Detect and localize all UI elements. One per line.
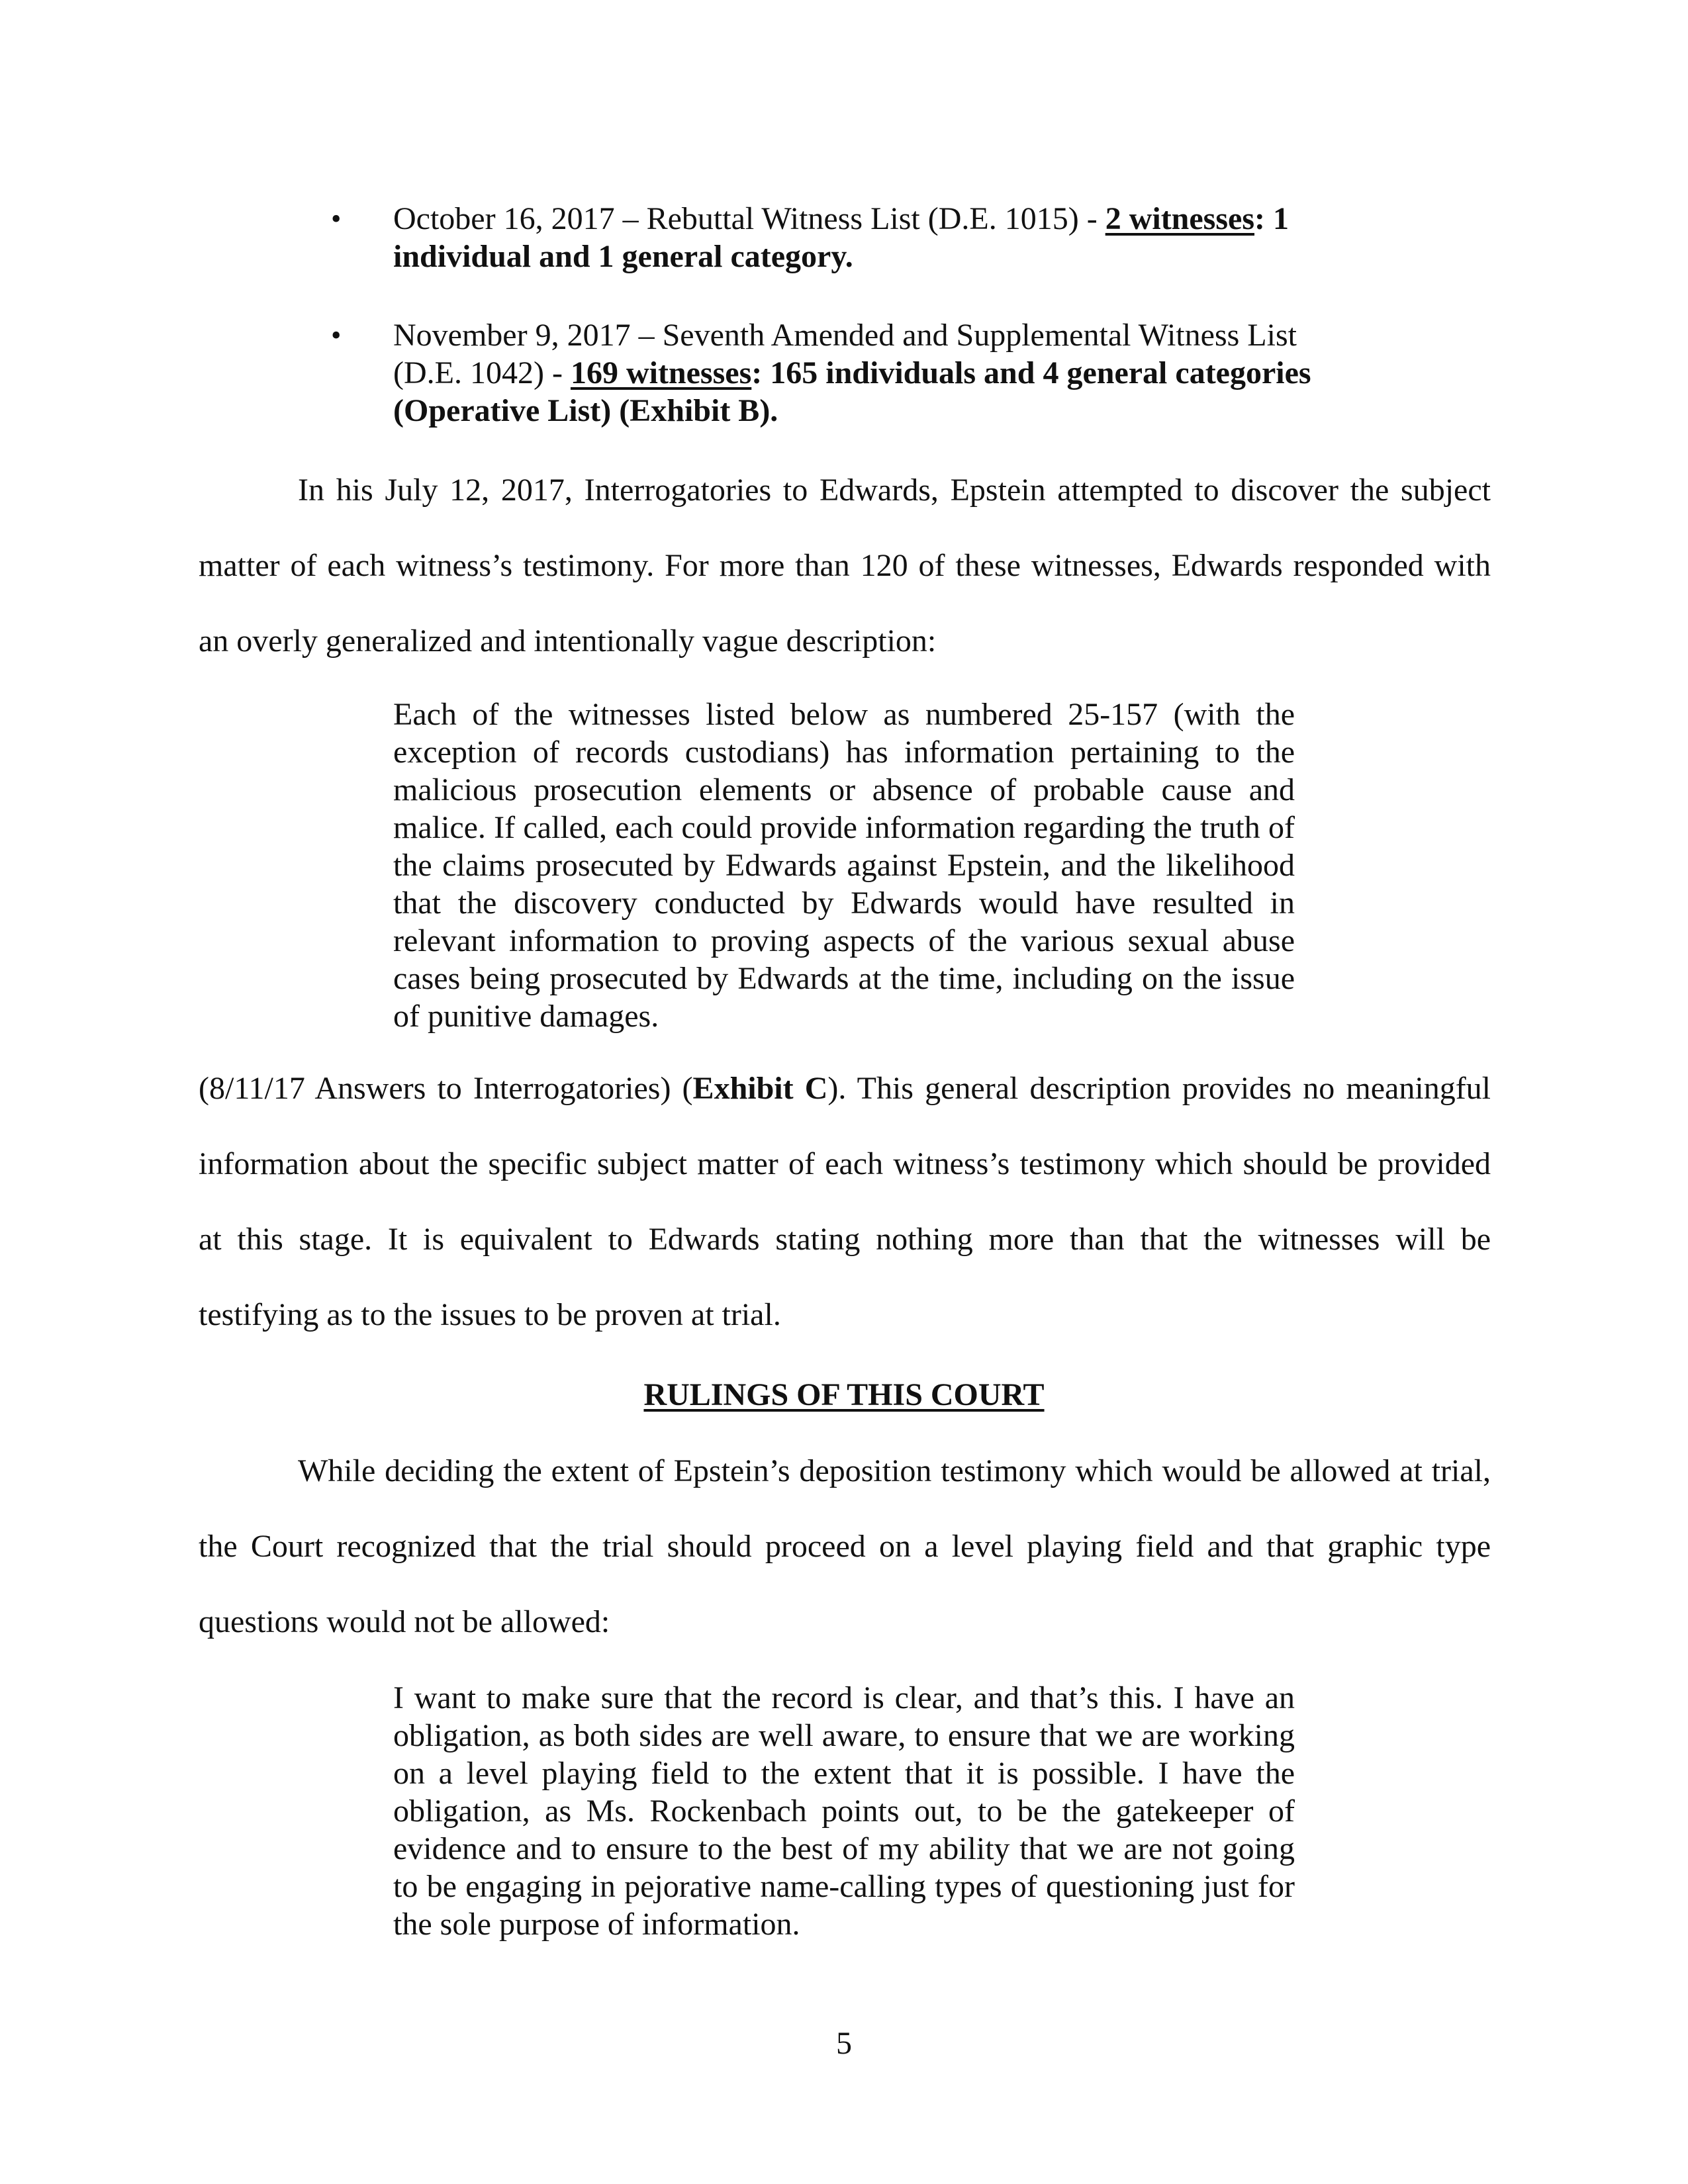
page-number: 5 [836, 2026, 852, 2061]
bullet-item-rebuttal-list [393, 200, 1346, 275]
colon: : [751, 355, 763, 390]
paragraph-answers [199, 1051, 1491, 1353]
bullet-text: October 16, 2017 – Rebuttal Witness List (D.E. 1015) - [393, 201, 1105, 236]
witness-detail: 165 individuals and 4 general categories (Operative List) (Exhibit B). [393, 355, 1311, 428]
bullet-item-seventh-amended-list [393, 316, 1346, 430]
bullet-marker: • [331, 319, 342, 351]
paragraph-court-rulings: While deciding the extent of Epstein’s deposition testimony which would be allowed at trial, the Court recognized that the trial should proceed on a level playing field and that graphic type questions would not be allowed: [199, 1453, 1491, 1639]
paragraph-interrogatories: In his July 12, 2017, Interrogatories to Edwards, Epstein attempted to discover the subject matter of each witness’s testimony. For more than 120 of these witnesses, Edwards responded with an overly generalized and intentionally vague description: [199, 473, 1491, 659]
witness-count: 169 witnesses [570, 355, 752, 390]
answers-rest: ). This general description provides no meaningful information about the specific subject matter of each witness’s testimony which should be provided at this stage. It is equivalent to Edwards stating nothing more than that the witnesses will be testifying as to the issues to be proven at trial. [199, 1071, 1491, 1332]
witness-detail: 1 individual and 1 general category. [393, 201, 1289, 274]
exhibit-c-label: Exhibit C [692, 1071, 828, 1106]
block-quote-interrogatory-answer: Each of the witnesses listed below as numbered 25-157 (with the exception of records custodians) has information pertaining to the malicious prosecution elements or absence of probable cause and malice. If called, each could provide information regarding the truth of the claims prosecuted by Edwards against Epstein, and the likelihood that the discovery conducted by Edwards would have resulted in relevant information to proving aspects of the various sexual abuse cases being prosecuted by Edwards at the time, including on the issue of punitive damages. [393, 697, 1295, 1034]
block-quote-court-statement: I want to make sure that the record is clear, and that’s this. I have an obligation, as both sides are well aware, to ensure that we are working on a level playing field to the extent that it is possible. I have the obligation, as Ms. Rockenbach points out, to be the gatekeeper of evidence and to ensure to the best of my ability that we are not going to be engaging in pejorative name-calling types of questioning just for the sole purpose of information. [393, 1680, 1295, 1942]
bullet-text: November 9, 2017 – Seventh Amended and Supplemental Witness List (D.E. 1042) - [393, 318, 1297, 390]
answers-lead: (8/11/17 Answers to Interrogatories) ( [199, 1071, 693, 1106]
bullet-marker: • [331, 203, 342, 235]
colon: : [1254, 201, 1265, 236]
section-heading: RULINGS OF THIS COURT [643, 1377, 1045, 1412]
witness-count: 2 witnesses [1105, 201, 1255, 236]
